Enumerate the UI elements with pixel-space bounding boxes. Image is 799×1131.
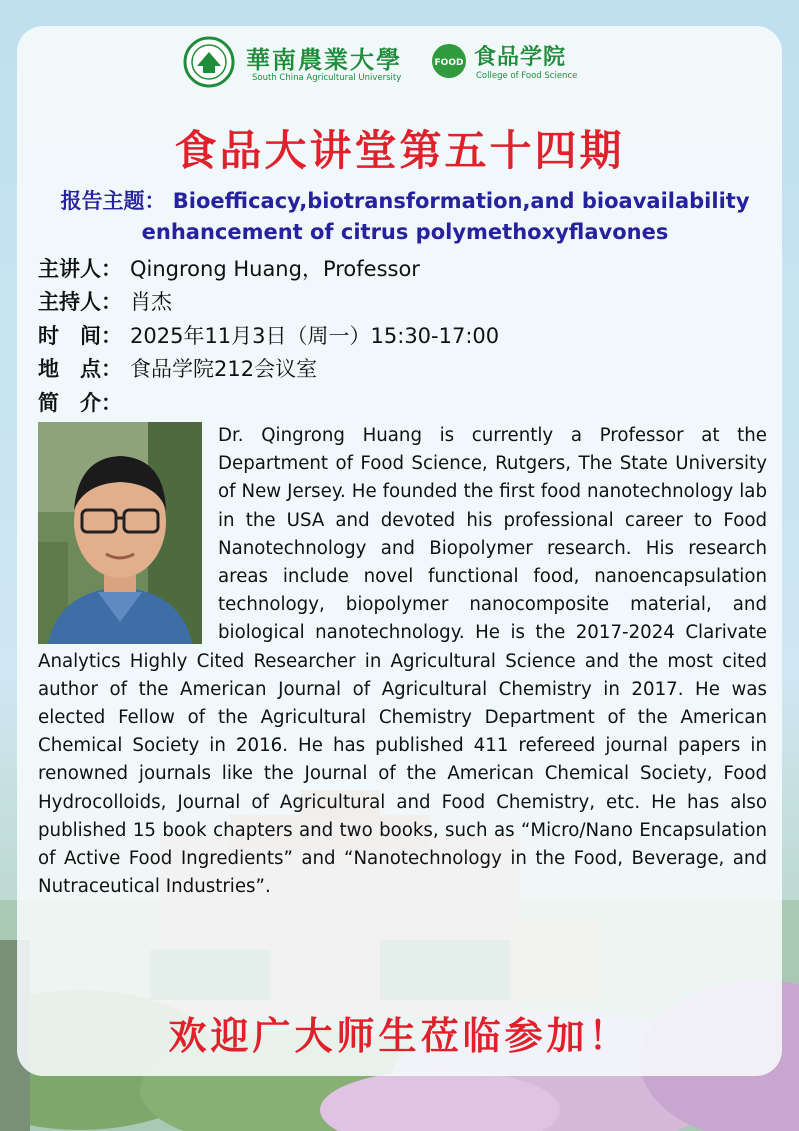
report-topic — [40, 186, 770, 248]
college-badge-text: FOOD — [434, 58, 464, 68]
lecture-title: 食品大讲堂第五十四期 — [174, 126, 625, 175]
biography-text: Dr. Qingrong Huang is currently a Professor at the Department of Food Science, Rutgers, The State University of New Jersey. He founded the first food nanotechnology lab in the USA and devoted his professional career to Food Nanotechnology and Biopolymer research. His research areas include novel functional food, nanoencapsulation technology, biopolymer nanocomposite material, and biological nanotechnology. He is the 2017-2024 Clarivate Analytics Highly Cited Researcher in Agricultural Science and the most cited author of the American Journal of Agricultural Chemistry in 2017. He was elected Fellow of the Agricultural Chemistry Department of the American Chemical Society in 2016. He has published 411 refereed journal papers in renowned journals like the Journal of the American Chemical Society, Food Hydrocolloids, Journal of Agricultural and Food Chemistry, etc. He has also published 15 book chapters and two books, such as “Micro/Nano Encapsulation of Active Food Ingredients” and “Nanotechnology in the Food, Beverage, and Nutraceutical Industries”. — [38, 425, 767, 898]
time-value: 2025年11月3日（周一）15:30-17:00 — [130, 324, 500, 348]
college-name-cn: 食品学院 — [474, 45, 567, 70]
header-logos — [0, 36, 799, 92]
speaker-label: 主讲人： — [38, 257, 122, 281]
speaker-value: Qingrong Huang，Professor — [130, 257, 420, 281]
photo-spacer — [38, 422, 218, 644]
speaker-row — [38, 253, 778, 283]
college-name-en: College of Food Science — [476, 71, 578, 81]
place-label: 地 点： — [38, 357, 122, 381]
speaker-biography — [38, 422, 767, 901]
host-row — [38, 286, 778, 316]
university-seal-icon — [183, 36, 235, 88]
college-logo-icon — [430, 42, 468, 80]
time-row — [38, 320, 778, 350]
intro-label: 简 介： — [38, 391, 122, 415]
place-row — [38, 353, 778, 383]
university-name-en: South China Agricultural University — [252, 73, 402, 83]
time-label: 时 间： — [38, 324, 122, 348]
topic-label: 报告主题： — [60, 189, 166, 213]
place-value: 食品学院212会议室 — [130, 357, 318, 381]
host-value: 肖杰 — [130, 290, 172, 314]
university-name-cn: 華南農業大學 — [246, 45, 402, 74]
topic-text: Bioefficacy,biotransformation,and bioavailability enhancement of citrus polymethoxyflavones — [141, 189, 750, 244]
closing-invitation: 欢迎广大师生莅临参加！ — [168, 1013, 631, 1058]
host-label: 主持人： — [38, 290, 122, 314]
intro-row — [38, 387, 778, 417]
